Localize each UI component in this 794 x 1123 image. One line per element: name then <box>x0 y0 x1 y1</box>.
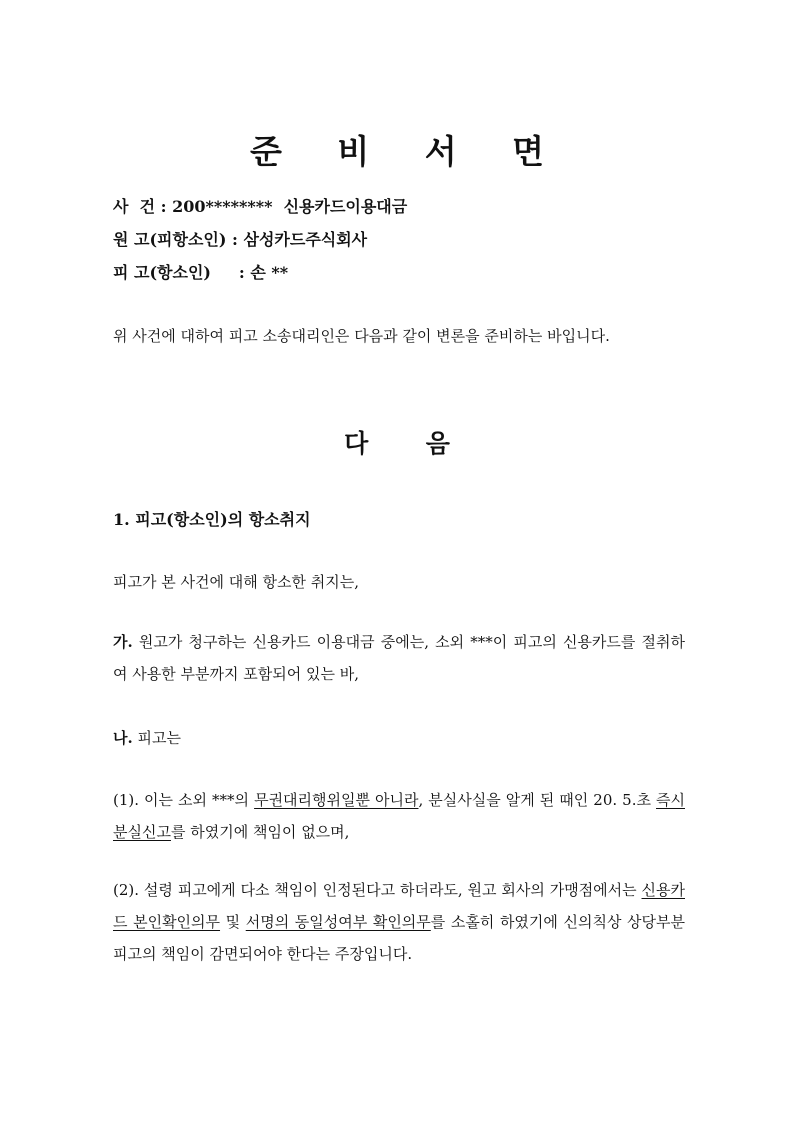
item-na-label: 나. <box>113 729 133 747</box>
sub-item-2-part-c: 를 소홀히 하였기에 신의칙상 상당부분 피고의 책임이 감면되어야 한다는 주장입니다. <box>113 913 686 963</box>
section-heading <box>0 424 794 460</box>
sub-item-2-underline-1: 신용카드 본인확인의무 <box>113 881 685 931</box>
sub-item-2-part-a: (2). 설령 피고에게 다소 책임이 인정된다고 하더라도, 원고 회사의 가맹점에서는 <box>113 881 642 899</box>
sub-item-1-part-a: (1). 이는 소외 ***의 <box>113 791 255 809</box>
item-na <box>113 727 181 748</box>
sub-item-1 <box>113 784 685 848</box>
sub-item-2-part-b: 및 <box>220 913 246 931</box>
intro-paragraph: 위 사건에 대하여 피고 소송대리인은 다음과 같이 변론을 준비하는 바입니다. <box>113 327 610 345</box>
case-number-line: 사 건 : 200******** 신용카드이용대금 <box>113 197 408 216</box>
defendant-line: 피 고(항소인) : 손 ** <box>113 263 289 282</box>
item-na-text: 피고는 <box>132 729 181 747</box>
sub-item-1-part-c: 를 하였기에 책임이 없으며, <box>170 823 350 841</box>
heading-right: 음 <box>425 429 450 458</box>
sub-item-1-underline-1: 무권대리행위일뿐 아니라 <box>254 791 419 809</box>
sub-item-2-underline-2: 서명의 동일성여부 확인의무 <box>245 913 431 931</box>
item-ga-text: 원고가 청구하는 신용카드 이용대금 중에는, 소외 ***이 피고의 신용카드를 절취하여 사용한 부분까지 포함되어 있는 바, <box>113 633 685 683</box>
heading-left: 다 <box>344 429 369 458</box>
section1-lead: 피고가 본 사건에 대해 항소한 취지는, <box>113 573 359 591</box>
item-ga <box>113 626 685 690</box>
sub-item-1-underline-2: 즉시 분실신고 <box>113 791 685 841</box>
plaintiff-line: 원 고(피항소인) : 삼성카드주식회사 <box>113 230 368 249</box>
item-ga-label: 가. <box>113 633 133 651</box>
sub-item-1-part-b: , 분실사실을 알게 된 때인 20. 5.초 <box>418 791 657 809</box>
section1-title: 1. 피고(항소인)의 항소취지 <box>113 510 311 529</box>
document-title: 준 비 서 면 <box>250 132 566 171</box>
sub-item-2 <box>113 874 685 970</box>
